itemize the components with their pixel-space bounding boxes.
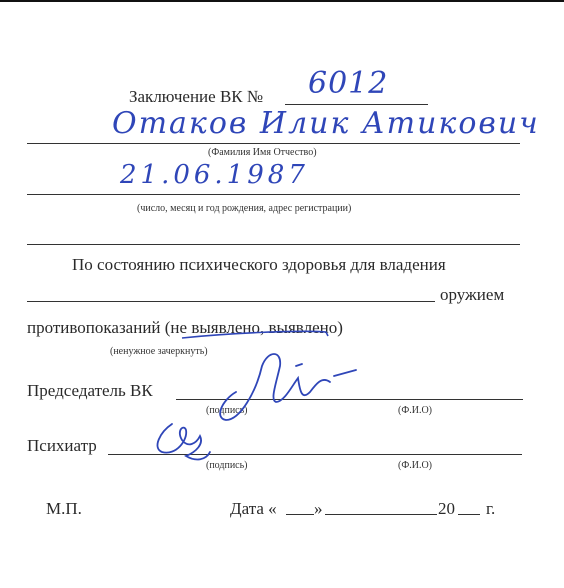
contra-prefix: противопоказаний ( xyxy=(27,318,171,337)
conclusion-number: 6012 xyxy=(308,66,389,101)
name-caption: (Фамилия Имя Отчество) xyxy=(208,147,317,158)
stamp-label: М.П. xyxy=(46,499,82,518)
full-name: Отаков Илик Атикович xyxy=(112,106,540,141)
birth-caption: (число, месяц и год рождения, адрес регистрации) xyxy=(137,203,352,214)
psychiatrist-fio-caption: (Ф.И.О) xyxy=(398,460,433,471)
chairman-signature xyxy=(220,354,356,420)
date-suffix: г. xyxy=(486,499,496,518)
psychiatrist-signature xyxy=(157,424,210,459)
birth-date: 21.06.1987 xyxy=(120,160,309,190)
conclusion-label: Заключение ВК № xyxy=(129,87,264,106)
weapon-word: оружием xyxy=(440,285,505,304)
cross-out-caption: (ненужное зачеркнуть) xyxy=(110,346,208,357)
psychiatrist-signature-caption: (подпись) xyxy=(206,460,248,471)
strikethrough-mark xyxy=(182,331,328,338)
date-year-prefix: 20 xyxy=(438,499,455,518)
health-statement: По состоянию психического здоровья для владения xyxy=(72,255,446,274)
contra-suffix: , выявлено) xyxy=(260,318,343,337)
chairman-fio-caption: (Ф.И.О) xyxy=(398,405,433,416)
psychiatrist-label: Психиатр xyxy=(27,436,97,455)
contra-not-found: не выявлено xyxy=(170,318,261,337)
chairman-label: Председатель ВК xyxy=(27,381,153,400)
date-label: Дата « xyxy=(230,499,277,518)
chairman-signature-caption: (подпись) xyxy=(206,405,248,416)
date-mid: » xyxy=(314,499,323,518)
